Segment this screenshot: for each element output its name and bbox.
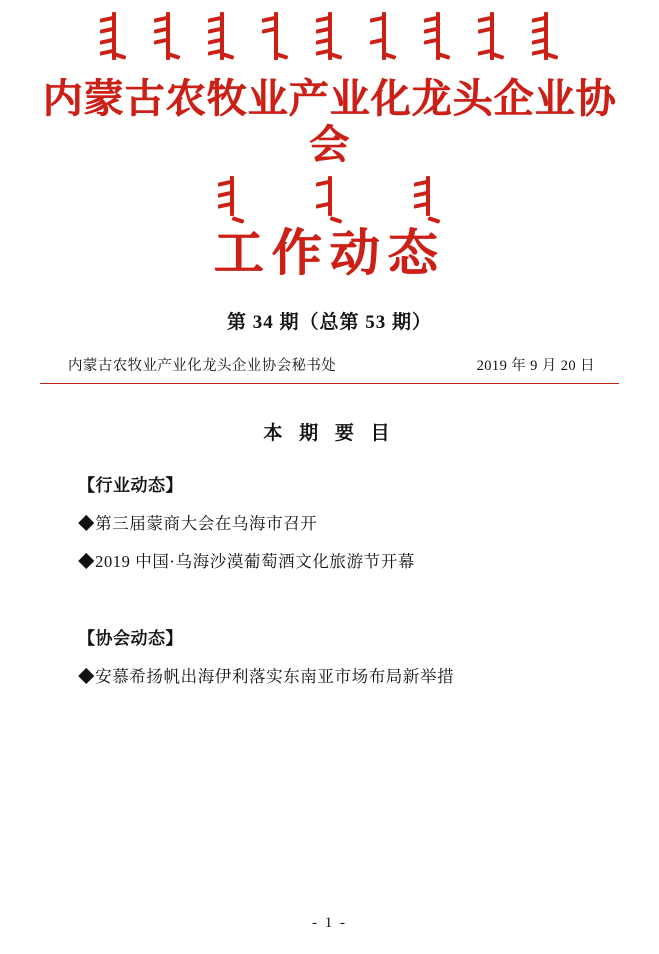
section-heading: 【协会动态】 [78,629,183,648]
mongolian-glyph [473,10,511,62]
mongolian-glyph [95,10,133,62]
masthead-meta-row [40,354,619,375]
section-heading: 【行业动态】 [78,476,183,495]
mongolian-glyph [213,174,251,218]
page-number: - 1 - [312,915,347,931]
section-association-news [40,624,619,687]
toc-entry[interactable]: ◆第三届蒙商大会在乌海市召开 [78,514,318,533]
mongolian-script-banner-middle [40,168,619,220]
section-industry-news [40,471,619,572]
masthead-divider [40,383,619,384]
mongolian-glyph [311,174,349,218]
mongolian-script-banner-top [40,0,619,72]
publisher-label: 内蒙古农牧业产业化龙头企业协会秘书处 [68,358,337,374]
mongolian-glyph [419,10,457,62]
mongolian-glyph [527,10,565,62]
masthead-subtitle: 工作动态 [213,225,446,281]
toc-entry[interactable]: ◆2019 中国·乌海沙漠葡萄酒文化旅游节开幕 [78,552,415,571]
mongolian-glyph [257,10,295,62]
mongolian-glyph [409,174,447,218]
masthead-title: 内蒙古农牧业产业化龙头企业协会 [42,76,617,167]
mongolian-glyph [365,10,403,62]
toc-entry[interactable]: ◆安慕希扬帆出海伊利落实东南亚市场布局新举措 [78,667,455,686]
mongolian-glyph [203,10,241,62]
issue-number: 第 34 期（总第 53 期） [226,312,432,333]
publication-date: 2019 年 9 月 20 日 [476,358,595,374]
mongolian-glyph [311,10,349,62]
mongolian-glyph [149,10,187,62]
toc-title: 本 期 要 目 [263,423,396,444]
